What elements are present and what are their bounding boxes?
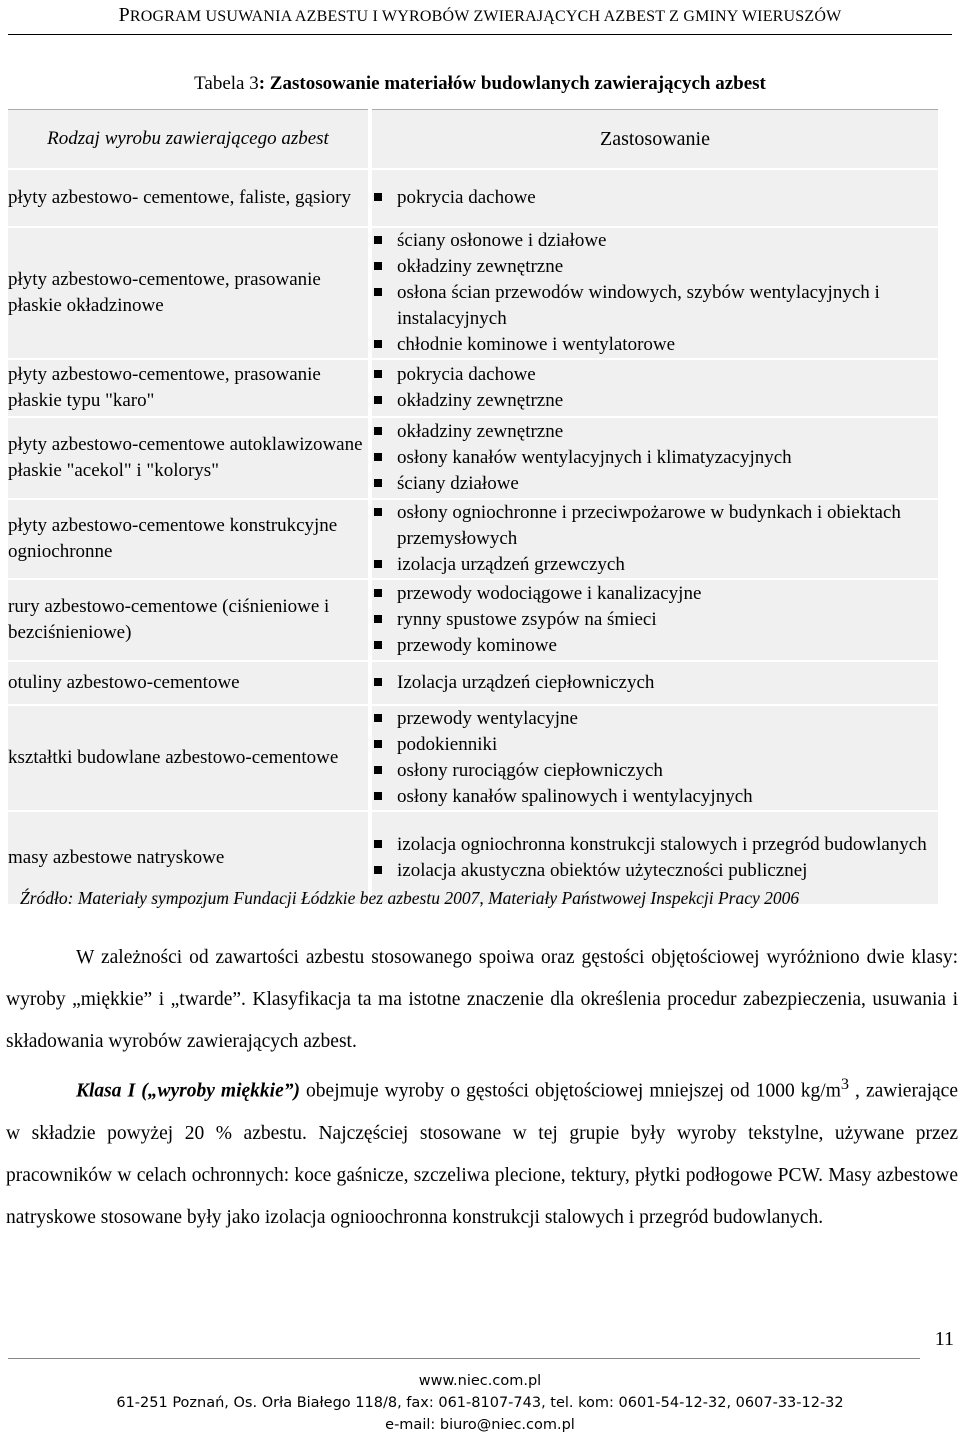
square-bullet-icon: [374, 236, 382, 244]
square-bullet-icon: [374, 792, 382, 800]
use-item-text: osłony ogniochronne i przeciwpożarowe w budynkach i obiektach przemysłowych: [397, 502, 901, 549]
square-bullet-icon: [374, 370, 382, 378]
table-row: [8, 499, 938, 579]
use-item-text: osłony rurociągów ciepłowniczych: [397, 760, 663, 781]
square-bullet-icon: [374, 340, 382, 348]
use-item-text: podokienniki: [397, 734, 498, 755]
use-item: [372, 832, 938, 858]
use-item: [372, 758, 938, 784]
use-item: [372, 228, 938, 254]
use-item: [372, 185, 938, 211]
use-item: [372, 332, 938, 358]
footer-website: www.niec.com.pl: [418, 1373, 542, 1389]
product-cell: płyty azbestowo- cementowe, faliste, gąsiory: [8, 169, 370, 227]
class-one-text-b: , zawierające w składzie powyżej 20 % azbestu. Najczęściej stosowane w tej grupie były wyroby tekstylne, używane przez pracowników w celach ochronnych: koce gaśnicze, szczeliwa plecione, tektury, płytki podłogowe PCW. Masy azbestowe natryskowe stosowane były jako izolacja ognioochronna konstrukcji stalowych i przegród budowlanych.: [6, 1080, 958, 1228]
square-bullet-icon: [374, 840, 382, 848]
table-row: [8, 705, 938, 811]
square-bullet-icon: [374, 479, 382, 487]
table-row: [8, 417, 938, 499]
use-cell: [370, 499, 938, 579]
table-caption-title: : Zastosowanie materiałów budowlanych zawierających azbest: [258, 73, 766, 94]
use-item: [372, 362, 938, 388]
use-item: [372, 419, 938, 445]
square-bullet-icon: [374, 560, 382, 568]
use-item: [372, 581, 938, 607]
paragraph-classes: W zależności od zawartości azbestu stosowanego spoiwa oraz gęstości objętościowej wyróżniono dwie klasy: wyroby „miękkie” i „twarde”. Klasyfikacja ta ma istotne znaczenie dla określenia procedur zabezpieczenia, usuwania i składowania wyrobów zawierających azbest.: [6, 947, 958, 1052]
product-cell: płyty azbestowo-cementowe konstrukcyjne ogniochronne: [8, 499, 370, 579]
use-list: [372, 832, 938, 884]
table-row: [8, 227, 938, 359]
use-item-text: izolacja akustyczna obiektów użyteczności publicznej: [397, 860, 808, 881]
square-bullet-icon: [374, 589, 382, 597]
square-bullet-icon: [374, 766, 382, 774]
use-item-text: ściany działowe: [397, 473, 519, 494]
table-source: Źródło: Materiały sympozjum Fundacji Łódzkie bez azbestu 2007, Materiały Państwowej Inspekcji Pracy 2006: [20, 888, 800, 908]
square-bullet-icon: [374, 641, 382, 649]
footer-email: e-mail: biuro@niec.com.pl: [385, 1417, 575, 1433]
square-bullet-icon: [374, 453, 382, 461]
class-one-heading: Klasa I („wyroby miękkie”): [76, 1080, 300, 1102]
table-body: [8, 169, 938, 905]
running-header: [0, 4, 960, 27]
use-item: [372, 445, 938, 471]
square-bullet-icon: [374, 740, 382, 748]
footer-rule: [8, 1358, 920, 1359]
use-cell: [370, 661, 938, 705]
use-item-text: okładziny zewnętrzne: [397, 390, 564, 411]
table-row: [8, 579, 938, 661]
use-item-text: okładziny zewnętrzne: [397, 421, 564, 442]
column-header-product: Rodzaj wyrobu zawierającego azbest: [8, 110, 370, 170]
use-item: [372, 500, 938, 552]
square-bullet-icon: [374, 866, 382, 874]
product-cell: płyty azbestowo-cementowe autoklawizowane płaskie "acekol" i "kolorys": [8, 417, 370, 499]
use-item-text: przewody wentylacyjne: [397, 708, 578, 729]
use-cell: [370, 579, 938, 661]
use-item: [372, 254, 938, 280]
use-list: [372, 670, 938, 696]
use-item-text: rynny spustowe zsypów na śmieci: [397, 609, 657, 630]
use-item: [372, 784, 938, 810]
use-item-text: pokrycia dachowe: [397, 187, 536, 208]
use-item-text: chłodnie kominowe i wentylatorowe: [397, 334, 676, 355]
use-item-text: izolacja ogniochronna konstrukcji stalowych i przegród budowlanych: [397, 834, 927, 855]
use-cell: [370, 705, 938, 811]
table-caption: [0, 73, 960, 95]
table-row: [8, 661, 938, 705]
use-cell: [370, 227, 938, 359]
use-item-text: Izolacja urządzeń ciepłowniczych: [397, 672, 655, 693]
product-cell: rury azbestowo-cementowe (ciśnieniowe i bezciśnieniowe): [8, 579, 370, 661]
asbestos-table: [8, 109, 938, 906]
use-item-text: pokrycia dachowe: [397, 364, 536, 385]
use-list: [372, 228, 938, 358]
use-item: [372, 280, 938, 332]
table-caption-prefix: Tabela 3: [194, 73, 259, 94]
product-cell: płyty azbestowo-cementowe, prasowanie płaskie okładzinowe: [8, 227, 370, 359]
use-item: [372, 732, 938, 758]
square-bullet-icon: [374, 615, 382, 623]
use-list: [372, 581, 938, 659]
use-item: [372, 552, 938, 578]
product-cell: kształtki budowlane azbestowo-cementowe: [8, 705, 370, 811]
use-item: [372, 471, 938, 497]
use-item: [372, 706, 938, 732]
use-list: [372, 362, 938, 414]
use-item-text: osłona ścian przewodów windowych, szybów wentylacyjnych i instalacyjnych: [397, 282, 880, 329]
use-item-text: osłony kanałów spalinowych i wentylacyjnych: [397, 786, 753, 807]
use-cell: [370, 359, 938, 417]
use-item: [372, 633, 938, 659]
use-item-text: przewody kominowe: [397, 635, 557, 656]
table-row: [8, 359, 938, 417]
page-number: 11: [934, 1328, 954, 1350]
use-item: [372, 670, 938, 696]
class-one-text-a: obejmuje wyroby o gęstości objętościowej mniejszej od 1000 kg/m: [300, 1080, 841, 1102]
use-item-text: osłony kanałów wentylacyjnych i klimatyzacyjnych: [397, 447, 792, 468]
square-bullet-icon: [374, 508, 382, 516]
use-item: [372, 607, 938, 633]
header-first-letter: P: [118, 4, 130, 26]
use-item: [372, 388, 938, 414]
use-list: [372, 500, 938, 578]
use-item-text: okładziny zewnętrzne: [397, 256, 564, 277]
use-list: [372, 706, 938, 810]
use-cell: [370, 169, 938, 227]
use-item-text: przewody wodociągowe i kanalizacyjne: [397, 583, 702, 604]
product-cell: masy azbestowe natryskowe: [8, 811, 370, 905]
use-list: [372, 419, 938, 497]
use-item: [372, 858, 938, 884]
square-bullet-icon: [374, 288, 382, 296]
product-cell: płyty azbestowo-cementowe, prasowanie płaskie typu "karo": [8, 359, 370, 417]
square-bullet-icon: [374, 193, 382, 201]
footer-address: 61-251 Poznań, Os. Orła Białego 118/8, fax: 061-8107-743, tel. kom: 0601-54-12-32, 0607-33-12-32: [116, 1395, 844, 1411]
header-rule: [8, 34, 952, 35]
table-row: [8, 169, 938, 227]
use-list: [372, 185, 938, 211]
use-item-text: ściany osłonowe i działowe: [397, 230, 607, 251]
product-cell: otuliny azbestowo-cementowe: [8, 661, 370, 705]
paragraph-class-one: [6, 1063, 958, 1239]
page-footer: [0, 1370, 960, 1436]
use-cell: [370, 417, 938, 499]
use-item-text: izolacja urządzeń grzewczych: [397, 554, 625, 575]
square-bullet-icon: [374, 714, 382, 722]
square-bullet-icon: [374, 678, 382, 686]
square-bullet-icon: [374, 427, 382, 435]
header-text: ROGRAM USUWANIA AZBESTU I WYROBÓW ZWIERAJĄCYCH AZBEST Z GMINY WIERUSZÓW: [129, 8, 842, 25]
square-bullet-icon: [374, 262, 382, 270]
square-bullet-icon: [374, 396, 382, 404]
unit-exponent: 3: [840, 1075, 849, 1093]
table-header-row: [8, 110, 938, 170]
column-header-use: Zastosowanie: [370, 110, 938, 170]
